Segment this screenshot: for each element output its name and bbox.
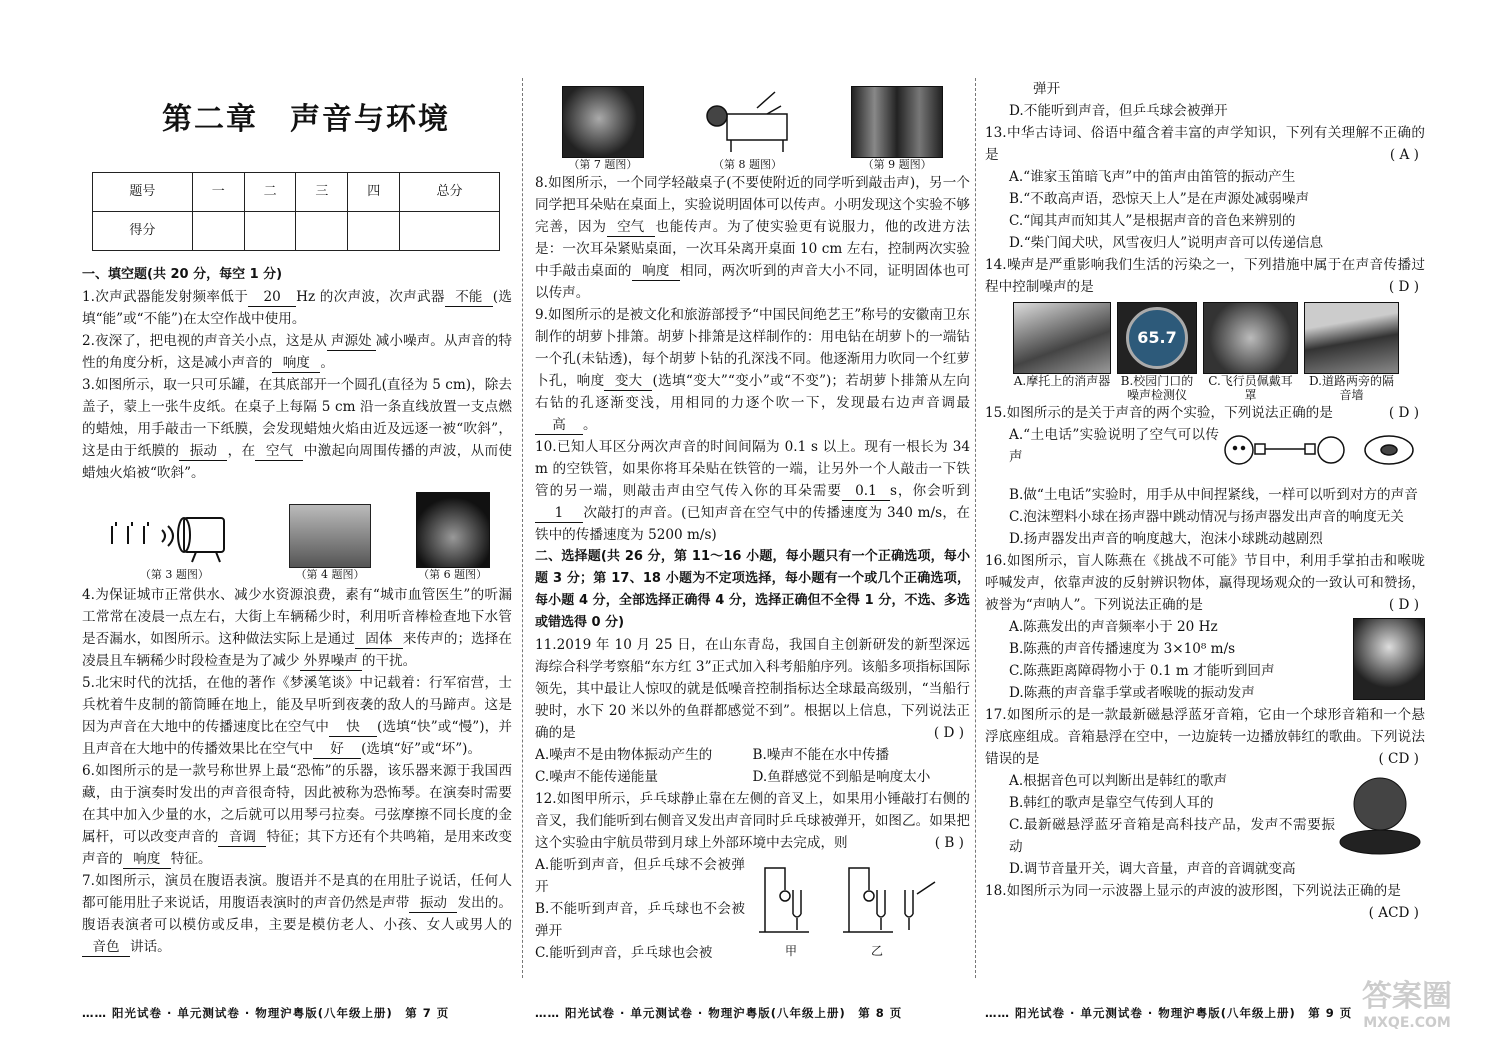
- score-header: 总分: [400, 173, 500, 212]
- score-cell[interactable]: [348, 212, 400, 251]
- question-18-stem: 18.如图所示为同一示波器上显示的声波的波形图，下列说法正确的是 ( ACD ): [985, 880, 1425, 902]
- answer: ( D ): [1388, 279, 1419, 295]
- figure-row-3-4-6: [82, 490, 512, 582]
- page-footer: …… 阳光试卷 · 单元测试卷 · 物理沪粤版(八年级上册) 第 7 页: [82, 1006, 450, 1020]
- horror-instrument-photo: [416, 492, 490, 568]
- figure-6: [416, 492, 490, 582]
- figure-4: [289, 504, 371, 582]
- option[interactable]: A.“谁家玉笛暗飞声”中的笛声由笛管的振动产生: [1009, 169, 1296, 185]
- figure-caption: （第 8 题图）: [712, 158, 782, 171]
- q17-body: [985, 770, 1425, 880]
- answer: ( B ): [934, 835, 964, 851]
- option[interactable]: C.“闻其声而知其人”是根据声音的音色来辨别的: [1009, 213, 1296, 229]
- question-10: 10.已知人耳区分两次声音的时间间隔为 0.1 s 以上。现有一根长为 34 m 的空铁管，如果你将耳朵贴在铁管的一端，让另外一个人敲击一下铁管的另一端，则敲击声由空气传入你的耳朵需要 0.1 s，你会听到1 次敲打的声音。(已知声音在空气中的传播速度为 340 m/s，在铁中的传播速度为 5200 m/s): [535, 439, 970, 543]
- question-16-stem: 16.如图所示，盲人陈燕在《挑战不可能》节目中，利用手掌拍击和喉咙呼喊发声，依靠声波的反射辨识物体，赢得现场观众的一致认可和赞扬，被誉为“声呐人”。下列说法正确的是 ( D ): [985, 550, 1425, 616]
- question-12-stem: 12.如图甲所示，乒乓球静止靠在左侧的音叉上，如果用小锤敲打右侧的音叉，我们能听到右侧音叉发出声音同时乒乓球被弹开，如图乙。如果把这个实验由宇航员带到月球上外部环境中去完成，则 ( B ): [535, 788, 970, 854]
- answer: ( CD ): [1378, 751, 1419, 767]
- option[interactable]: B.韩红的歌声是靠空气传到人耳的: [1009, 795, 1214, 811]
- option[interactable]: B.陈燕的声音传播速度为 3×10⁸ m/s: [1009, 641, 1236, 657]
- option[interactable]: C.噪声不能传递能量: [535, 769, 658, 785]
- q11-options-row2: [535, 766, 970, 788]
- figure-caption: （第 4 题图）: [295, 568, 365, 581]
- score-cell[interactable]: [244, 212, 296, 251]
- option[interactable]: C.能听到声音，乒乓球也会被: [535, 945, 713, 961]
- option: C.飞行员佩戴耳罩: [1208, 374, 1293, 402]
- q14-figures: [985, 302, 1425, 402]
- option[interactable]: D.不能听到声音，但乒乓球会被弹开: [1009, 103, 1228, 119]
- carrot-panpipe-photo: [851, 86, 943, 158]
- tuning-fork-illustration: [745, 854, 945, 944]
- q12-option-c-continued: 弹开: [1033, 81, 1061, 97]
- answer: ( ACD ): [1368, 905, 1419, 921]
- desk-listening-illustration: [697, 84, 797, 154]
- levitating-speaker-illustration: [1335, 770, 1425, 860]
- question-17-stem: 17.如图所示的是一款最新磁悬浮蓝牙音箱，它由一个球形音箱和一个悬浮底座组成。音箱悬浮在空中，一边旋转一边播放韩红的歌曲。下列说法错误的是 ( CD ): [985, 704, 1425, 770]
- score-header: 一: [192, 173, 244, 212]
- option[interactable]: B.不能听到声音，乒乓球也不会被弹开: [535, 901, 745, 939]
- figure-caption: （第 3 题图）: [139, 568, 209, 581]
- figure-earmuffs[interactable]: [1203, 302, 1298, 402]
- option[interactable]: D.调节音量开关，调大音量，声音的音调就变高: [1009, 861, 1296, 877]
- figure-sound-barrier[interactable]: [1304, 302, 1399, 402]
- option[interactable]: A.“土电话”实验说明了空气可以传声: [1009, 427, 1219, 465]
- option[interactable]: C.泡沫塑料小球在扬声器中跳动情况与扬声器发出声音的响度无关: [1009, 509, 1404, 525]
- option[interactable]: A.根据音色可以判断出是韩红的歌声: [1009, 773, 1228, 789]
- worker-listening-photo: [289, 504, 371, 568]
- option[interactable]: D.“柴门闻犬吠，风雪夜归人”说明声音可以传递信息: [1009, 235, 1324, 251]
- figure-8: [697, 84, 797, 172]
- option[interactable]: A.能听到声音，但乒乓球不会被弹开: [535, 857, 745, 895]
- option[interactable]: C.陈燕距离障碍物小于 0.1 m 才能听到回声: [1009, 663, 1275, 679]
- figure-row-7-8-9: [535, 80, 970, 172]
- sound-barrier-photo: [1304, 302, 1399, 374]
- score-cell[interactable]: [192, 212, 244, 251]
- figure-7: [562, 86, 644, 172]
- score-header: 四: [348, 173, 400, 212]
- question-1: 1.次声武器能发射频率低于 20 Hz 的次声波，次声武器 不能 (选填“能”或“不能”)在太空作战中使用。: [82, 289, 512, 327]
- page-footer: …… 阳光试卷 · 单元测试卷 · 物理沪粤版(八年级上册) 第 8 页: [535, 1006, 903, 1020]
- can-candle-illustration: [104, 504, 244, 564]
- q15-body: [985, 424, 1425, 484]
- figure-label-yi: 乙: [871, 944, 884, 958]
- question-3: 3.如图所示，取一只可乐罐，在其底部开一个圆孔(直径为 5 cm)，除去盖子，蒙上一张牛皮纸。在桌子上每隔 5 cm 沿一条直线放置一支点燃的蜡烛，用手敲击一下纸膜，会发现蜡烛火焰由近及远逐一被“吹斜”，这是由于纸膜的 振动 ，在 空气 中激起向周围传播的声波，从而使蜡烛火焰被“吹斜”。: [82, 377, 512, 481]
- watermark-logo: 答案圈 MXQE.COM: [1362, 979, 1452, 1031]
- tuning-fork-figure: [745, 854, 965, 964]
- option[interactable]: A.陈燕发出的声音频率小于 20 Hz: [1009, 619, 1218, 635]
- q12-options-with-figure: [535, 854, 970, 964]
- figure-caption: （第 9 题图）: [862, 158, 932, 171]
- option[interactable]: D.陈燕的声音靠手掌或者喉咙的振动发声: [1009, 685, 1255, 701]
- option[interactable]: B.噪声不能在水中传播: [752, 747, 890, 763]
- page-footer: …… 阳光试卷 · 单元测试卷 · 物理沪粤版(八年级上册) 第 9 页: [985, 1006, 1353, 1020]
- score-cell[interactable]: [296, 212, 348, 251]
- option[interactable]: D.鱼群感觉不到船是响度太小: [752, 769, 931, 785]
- score-header: 二: [244, 173, 296, 212]
- q11-options-row1: [535, 744, 970, 766]
- noise-meter-reading: 65.7: [1126, 307, 1188, 369]
- score-header: 题号: [93, 173, 193, 212]
- score-label: 得分: [93, 212, 193, 251]
- answer: ( D ): [933, 725, 964, 741]
- score-table: [92, 172, 500, 251]
- pilot-earmuffs-photo: [1203, 302, 1298, 374]
- question-9: 9.如图所示的是被文化和旅游部授予“中国民间绝艺王”称号的安徽南卫东制作的胡萝卜排箫。胡萝卜排箫是这样制作的：用电钻在胡萝卜的一端钻一个孔(未钻透)，每个胡萝卜钻的孔深浅不同。他逐渐用力吹同一个红萝卜孔，响度 变大 (选填“变大”“变小”或“不变”)；若胡萝卜排箫从左向右钻的孔逐渐变浅，用相同的力逐个吹一下，发现最右边声音调最高 。: [535, 307, 970, 433]
- figure-caption: （第 6 题图）: [418, 568, 488, 581]
- option[interactable]: D.扬声器发出声音的响度越大，泡沫小球跳动越剧烈: [1009, 531, 1323, 547]
- option: B.校园门口的噪声检测仪: [1120, 374, 1194, 402]
- answer: ( A ): [1389, 147, 1419, 163]
- chapter-title: 第二章 声音与环境: [162, 102, 450, 137]
- question-2: 2.夜深了，把电视的声音关小点，这是从 声源处 减小噪声。从声音的特性的角度分析，这是减小声音的 响度 。: [82, 333, 512, 371]
- option: D.道路两旁的隔音墙: [1308, 374, 1394, 402]
- question-14-stem: 14.噪声是严重影响我们生活的污染之一，下列措施中属于在声音传播过程中控制噪声的是 ( D ): [985, 254, 1425, 298]
- q16-body: [985, 616, 1425, 704]
- page-9: [985, 0, 1425, 1053]
- question-7: 7.如图所示，演员在腹语表演。腹语并不是真的在用肚子说话，任何人都可能用肚子来说话，用腹语表演时的声音仍然是声带 振动 发出的。腹语表演者可以模仿或反串，主要是模仿老人、小孩、女人或男人的音色 讲话。: [82, 873, 512, 955]
- question-6: 6.如图所示的是一款号称世界上最“恐怖”的乐器，该乐器来源于我国西藏，由于演奏时发出的声音很奇特，因此被称为恐怖琴。在演奏时需要在其中加入少量的水，之后就可以用琴弓拉奏。弓弦摩擦不同长度的金属杆，可以改变声音的 音调 特征；其下方还有个共鸣箱，是用来改变声音的 响度 特征。: [82, 763, 512, 867]
- figure-3: [104, 504, 244, 582]
- answer: ( D ): [1388, 597, 1419, 613]
- chen-yan-photo: [1353, 618, 1425, 700]
- muffler-photo: [1013, 302, 1111, 374]
- option: A.摩托上的消声器: [1013, 374, 1111, 388]
- question-13-stem: 13.中华古诗词、俗语中蕴含着丰富的声学知识，下列有关理解不正确的是 ( A ): [985, 122, 1425, 166]
- question-15-stem: 15.如图所示的是关于声音的两个实验，下列说法正确的是 ( D ): [985, 402, 1425, 424]
- option[interactable]: A.噪声不是由物体振动产生的: [535, 747, 713, 763]
- section-heading: 二、选择题(共 26 分，第 11～16 小题，每小题只有一个正确选项，每小题 3 分；第 17、18 小题为不定项选择，每小题有一个或几个正确选项，每小题 4 分，全部选择正确得 4 分，选择正确但不全得 1 分，不选、多选或错选得 0 分): [535, 549, 970, 630]
- option[interactable]: B.做“土电话”实验时，用手从中间捏紧线，一样可以听到对方的声音: [1009, 487, 1418, 503]
- figure-noise-meter[interactable]: [1117, 302, 1197, 402]
- question-8: 8.如图所示，一个同学轻敲桌子(不要使附近的同学听到敲击声)，另一个同学把耳朵贴在桌面上，实验说明固体可以传声。小明发现这个实验不够完善，因为 空气 也能传声。为了使实验更有说服力，他的改进方法是：一次耳朵紧贴桌面，一次耳朵离开桌面 10 cm 左右，控制两次实验中手敲击桌面的 响度 相同，两次听到的声音大小不同，证明固体也可以传声。: [535, 175, 970, 301]
- score-header: 三: [296, 173, 348, 212]
- question-5: 5.北宋时代的沈括，在他的著作《梦溪笔谈》中记载着：行军宿营，士兵枕着牛皮制的箭筒睡在地上，能及早听到夜袭的敌人的马蹄声。这是因为声音在大地中的传播速度比在空气中 快 (选填“快”或“慢”)，并且声音在大地中的传播效果比在空气中 好 (选填“好”或“坏”)。: [82, 675, 512, 757]
- question-11-stem: 11.2019 年 10 月 25 日，在山东青岛，我国自主创新研发的新型深远海综合科学考察船“东方红 3”正式加入科考船舶序列。该船多项指标国际领先，其中最让人惊叹的就是低噪音控制指标达全球最高级别，“当船行驶时，水下 20 米以外的鱼群都感觉不到”。根据以上信息，下列说法正确的是 ( D ): [535, 634, 970, 744]
- page-7: [82, 0, 512, 1053]
- page-8: [535, 0, 970, 1053]
- ventriloquist-photo: [562, 86, 644, 158]
- figure-9: [851, 86, 943, 172]
- figure-label-jia: 甲: [785, 944, 798, 958]
- figure-caption: （第 7 题图）: [568, 158, 638, 171]
- score-cell[interactable]: [400, 212, 500, 251]
- answer: ( D ): [1388, 405, 1419, 421]
- string-phone-speaker-illustration: [1219, 424, 1419, 484]
- section-heading: 一、填空题(共 20 分，每空 1 分): [82, 267, 283, 282]
- option[interactable]: C.最新磁悬浮蓝牙音箱是高科技产品，发声不需要振动: [1009, 817, 1335, 855]
- option[interactable]: B.“不敢高声语，恐惊天上人”是在声源处减弱噪声: [1009, 191, 1310, 207]
- figure-muffler[interactable]: [1013, 302, 1111, 402]
- question-4: 4.为保证城市正常供水、减少水资源浪费，素有“城市血管医生”的听漏工常常在凌晨一点左右，大街上车辆稀少时，利用听音棒检查地下水管是否漏水，如图所示。这种做法实际上是通过 固体 来传声的；选择在凌晨且车辆稀少时段检查是为了减少 外界噪声 的干扰。: [82, 587, 512, 669]
